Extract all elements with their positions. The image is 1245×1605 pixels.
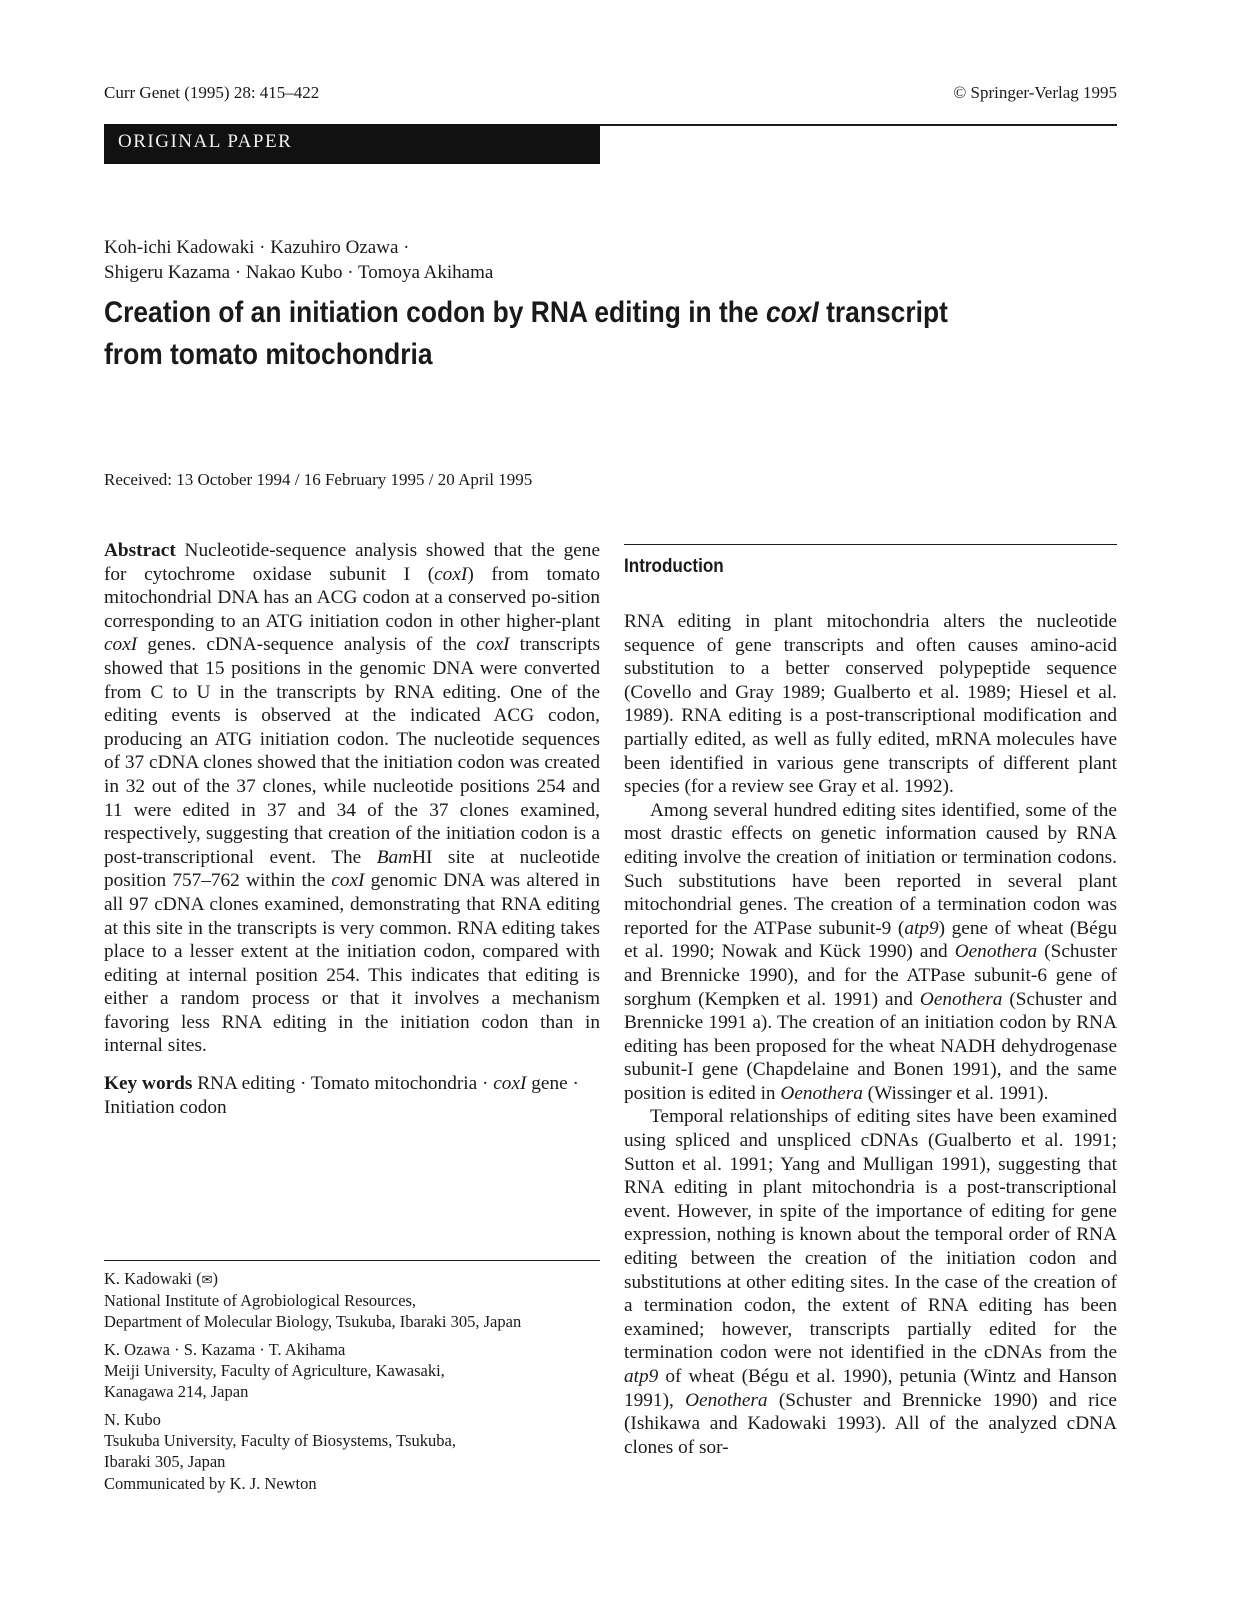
abstract bbox=[104, 539, 600, 1058]
intro-paragraph-1: RNA editing in plant mitochondria alters the nucleotide sequence of gene transcripts and often causes amino-acid substitution to a better conserved polypeptide sequence (Covello and Gray 1989; Gualberto et al. 1989; Hiesel et al. 1989). RNA editing is a post-transcriptional modification and partially edited, as well as fully edited, mRNA molecules have been identified in various gene transcripts of different plant species (for a review see Gray et al. 1992). bbox=[624, 611, 1117, 798]
affiliation-3-line-2: Tsukuba University, Faculty of Biosystems, Tsukuba, bbox=[104, 1431, 456, 1450]
affiliation-1 bbox=[104, 1268, 600, 1332]
intro-text: (Schuster and Brennicke 1991 a). The creation of an initiation codon by RNA editing has been proposed for the wheat NADH dehydrogenase subunit-I gene (Chapdelaine and Bonen 1991), and the same position is edited in bbox=[624, 988, 1117, 1104]
abstract-text: Nucleotide-sequence analysis showed that the gene for cytochrome oxidase subunit I ( bbox=[104, 540, 600, 585]
publisher-copyright: © Springer-Verlag 1995 bbox=[953, 83, 1117, 102]
abstract-enzyme: Bam bbox=[376, 846, 413, 868]
right-column bbox=[624, 610, 1117, 1459]
intro-paragraph-3 bbox=[624, 1105, 1117, 1459]
article-type-label: ORIGINAL PAPER bbox=[118, 131, 293, 152]
abstract-text: HI site at nucleotide position 757–762 within the bbox=[104, 846, 600, 892]
communicated-by: Communicated by K. J. Newton bbox=[104, 1474, 317, 1493]
keywords-label: Key words bbox=[104, 1073, 193, 1095]
intro-text: ) gene of wheat (Bégu et al. 1990; Nowak and Kück 1990) and bbox=[624, 917, 1117, 963]
affiliation-2-name: K. Ozawa · S. Kazama · T. Akihama bbox=[104, 1340, 346, 1359]
intro-text: Among several hundred editing sites identified, some of the most drastic effects on genetic information caused by RNA editing involve the creation of initiation or termination codons. Such substitutions have been reported in several plant mitochondrial genes. The creation of a termination codon was reported for the ATPase subunit-9 ( bbox=[624, 799, 1117, 939]
author-list bbox=[104, 235, 804, 285]
introduction-heading: Introduction bbox=[624, 556, 724, 577]
intro-paragraph-2 bbox=[624, 799, 1117, 1106]
affiliation-1-name bbox=[104, 1268, 600, 1290]
abstract-gene: coxI bbox=[434, 563, 468, 585]
intro-species: Oenothera bbox=[919, 988, 1003, 1010]
intro-text: (Schuster and Brennicke 1990), and for the ATPase subunit-6 gene of sorghum (Kempken et al. 1991) and bbox=[624, 941, 1117, 1010]
affiliation-3-name: N. Kubo bbox=[104, 1410, 161, 1429]
intro-text: Temporal relationships of editing sites have been examined using spliced and unspliced cDNAs (Gualberto et al. 1991; Sutton et al. 1991; Yang and Mulligan 1991), suggesting that RNA editing in plant mitochondria is a post-transcriptional event. However, in spite of the importance of editing for gene expression, nothing is known about the temporal order of RNA editing between the creation of the initiation codon and substitutions at other editing sites. In the case of the creation of a termination codon, the extent of RNA editing has been examined; however, transcripts partially edited for the termination codon were not identified in the cDNAs from the bbox=[624, 1106, 1117, 1364]
affiliation-3-line-3: Ibaraki 305, Japan bbox=[104, 1452, 226, 1471]
intro-gene: atp9 bbox=[904, 917, 939, 939]
keywords-text: gene · Initiation codon bbox=[104, 1073, 579, 1118]
abstract-text: ) from tomato mitochondrial DNA has an ACG codon at a conserved po-sition corresponding to an ATG initiation codon in other higher-plant bbox=[104, 563, 601, 632]
affiliation-1-line-3: Department of Molecular Biology, Tsukuba, Ibaraki 305, Japan bbox=[104, 1312, 522, 1331]
keywords bbox=[104, 1072, 600, 1119]
keywords-text: RNA editing · Tomato mitochondria · bbox=[192, 1073, 494, 1095]
envelope-icon: ✉ bbox=[201, 1272, 213, 1287]
title-gene: coxI bbox=[765, 296, 819, 329]
abstract-gene: coxI bbox=[104, 634, 138, 656]
journal-citation: Curr Genet (1995) 28: 415–422 bbox=[104, 83, 320, 102]
affiliation-2-line-3: Kanagawa 214, Japan bbox=[104, 1382, 249, 1401]
abstract-gene: coxI bbox=[331, 870, 365, 892]
article-type-banner bbox=[104, 124, 600, 164]
affiliation-2 bbox=[104, 1339, 600, 1402]
abstract-gene: coxI bbox=[476, 634, 510, 656]
paper-title bbox=[104, 292, 949, 376]
abstract-text: genes. cDNA-sequence analysis of the bbox=[137, 634, 477, 656]
intro-text: (Schuster and Brennicke 1990) and rice (Ishikawa and Kadowaki 1993). All of the analyzed cDNA clones of sor- bbox=[624, 1389, 1117, 1458]
footnote-rule bbox=[104, 1260, 600, 1261]
intro-species: Oenothera bbox=[780, 1082, 863, 1104]
author-line-2: Shigeru Kazama · Nakao Kubo · Tomoya Akihama bbox=[104, 262, 494, 283]
affiliation-3 bbox=[104, 1409, 600, 1472]
intro-text: (Wissinger et al. 1991). bbox=[862, 1082, 1049, 1104]
author-line-1: Koh-ichi Kadowaki · Kazuhiro Ozawa · bbox=[104, 237, 410, 258]
abstract-text: genomic DNA was altered in all 97 cDNA clones examined, demonstrating that RNA editing at this site in the transcripts is very common. RNA editing takes place to a lesser extent at the initiation codon, compared with editing at internal position 254. This indicates that editing is either a random process or that it involves a mechanism favoring less RNA editing in the initiation codon than in internal sites. bbox=[104, 870, 600, 1057]
received-dates: Received: 13 October 1994 / 16 February 1995 / 20 April 1995 bbox=[104, 470, 533, 489]
paren-close: ) bbox=[212, 1269, 219, 1288]
abstract-text: transcripts showed that 15 positions in the genomic DNA were converted from C to U in the transcripts by RNA editing. One of the editing events is observed at the indicated ACG codon, producing an ATG initiation codon. The nucleotide sequences of 37 cDNA clones showed that the initiation codon was created in 32 out of the 37 clones, while nucleotide positions 254 and 11 were edited in 37 and 34 of the 37 clones examined, respectively, suggesting that creation of the initiation codon is a post-transcriptional event. The bbox=[104, 634, 600, 868]
corresponding-author: K. Kadowaki ( bbox=[104, 1269, 202, 1288]
affiliations bbox=[104, 1268, 600, 1479]
affiliation-2-line-2: Meiji University, Faculty of Agriculture, Kawasaki, bbox=[104, 1361, 445, 1380]
abstract-label: Abstract bbox=[104, 540, 176, 561]
title-part-1: Creation of an initiation codon by RNA editing in the bbox=[104, 296, 766, 329]
title-part-2: transcript from tomato mitochondria bbox=[104, 296, 948, 371]
left-column bbox=[104, 539, 600, 1119]
intro-species: Oenothera bbox=[954, 941, 1038, 963]
intro-species: Oenothera bbox=[685, 1389, 768, 1411]
intro-text: of wheat (Bégu et al. 1990), petunia (Wintz and Hanson 1991), bbox=[624, 1366, 1117, 1411]
section-rule bbox=[624, 544, 1117, 545]
affiliation-1-line-2: National Institute of Agrobiological Resources, bbox=[104, 1291, 417, 1310]
intro-gene: atp9 bbox=[624, 1366, 659, 1387]
keywords-gene: coxI bbox=[493, 1073, 527, 1095]
